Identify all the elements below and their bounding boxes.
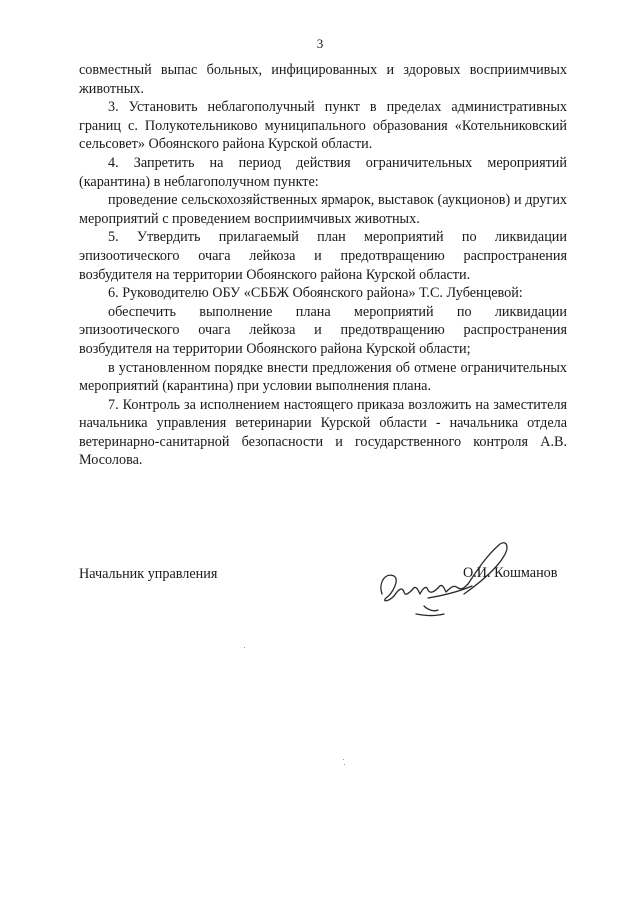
paragraph-item-4-sub: проведение сельскохозяйственных ярмарок, выставок (аукционов) и других мероприятий с проведением восприимчивых животных. (79, 192, 567, 227)
signatory-name: О.И. Кошманов (463, 565, 558, 581)
scan-speck (343, 759, 344, 760)
paragraph-item-6-sub-1: обеспечить выполнение плана мероприятий по ликвидации эпизоотического очага лейкоза и предотвращению распространения возбудителя на территории Обоянского района Курской области; (79, 303, 567, 357)
scan-speck (244, 647, 245, 648)
paragraph-item-6: 6. Руководителю ОБУ «СББЖ Обоянского района» Т.С. Лубенцевой: (108, 285, 523, 302)
paragraph-item-7: 7. Контроль за исполнением настоящего приказа возложить на заместителя начальника управления ветеринарии Курской области - начальника отдела ветеринарно-санитарной безопасности и государственного контроля А.В. Мосолова. (79, 396, 567, 469)
document-body (79, 61, 567, 470)
paragraph-item-5: 5. Утвердить прилагаемый план мероприятий по ликвидации эпизоотического очага лейкоза и предотвращению распространения возбудителя на территории Обоянского района Курской области. (79, 229, 567, 283)
scan-speck (344, 764, 345, 765)
paragraph-item-3: 3. Установить неблагополучный пункт в пределах административных границ с. Полукотельниково муниципального образования «Котельниковский сельсовет» Обоянского района Курской области. (79, 99, 567, 153)
paragraph-item-4: 4. Запретить на период действия ограничительных мероприятий (карантина) в неблагополучном пункте: (79, 154, 567, 190)
page-number: 3 (316, 36, 324, 51)
paragraph-continuation: совместный выпас больных, инфицированных и здоровых восприимчивых животных. (79, 62, 567, 97)
signatory-title: Начальник управления (79, 566, 218, 582)
paragraph-item-6-sub-2: в установленном порядке внести предложения об отмене ограничительных мероприятий (карантина) при условии выполнения плана. (79, 359, 567, 395)
